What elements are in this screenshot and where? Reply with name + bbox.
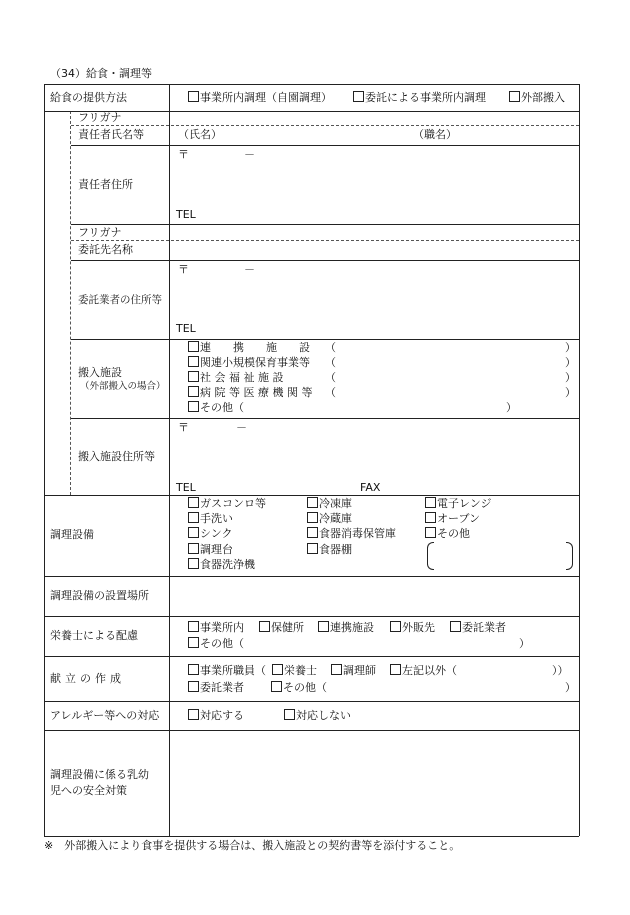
provision-option-inhouse[interactable]: 事業所内調理（自園調理） xyxy=(188,91,332,105)
responsible-title-field[interactable]: （職名） xyxy=(413,128,457,141)
checkbox[interactable] xyxy=(307,527,318,538)
contractor-address-label: 委託業者の住所等 xyxy=(78,294,162,306)
checkbox[interactable] xyxy=(353,91,364,102)
provision-label: 給食の提供方法 xyxy=(50,91,127,104)
checkbox[interactable] xyxy=(188,543,199,554)
safety-label-line1: 調理設備に係る乳幼 xyxy=(50,768,149,781)
checkbox[interactable] xyxy=(188,371,199,382)
equipment-sink[interactable]: シンク xyxy=(188,527,233,541)
checkbox[interactable] xyxy=(188,91,199,102)
checkbox[interactable] xyxy=(390,664,401,675)
responsible-name-label: 責任者氏名等 xyxy=(78,128,144,141)
equipment-gas-stove[interactable]: ガスコンロ等 xyxy=(188,497,266,511)
open-paren: （ xyxy=(325,356,336,369)
responsible-name-field[interactable]: （氏名） xyxy=(178,128,222,141)
close-paren: ）） xyxy=(552,664,569,677)
equipment-freezer[interactable]: 冷凍庫 xyxy=(307,497,352,511)
menu-option-staff[interactable]: 事業所職員（ xyxy=(188,664,266,678)
checkbox[interactable] xyxy=(272,664,283,675)
checkbox[interactable] xyxy=(188,664,199,675)
checkbox[interactable] xyxy=(259,621,270,632)
menu-option-contractor[interactable]: 委託業者 xyxy=(188,681,244,695)
delivery-sublabel: （外部搬入の場合） xyxy=(80,381,166,392)
checkbox[interactable] xyxy=(188,621,199,632)
open-paren: （ xyxy=(325,386,336,399)
fax-label: FAX xyxy=(360,481,381,494)
close-paren: ） xyxy=(519,637,530,650)
checkbox[interactable] xyxy=(509,91,520,102)
tel-label: TEL xyxy=(176,481,196,494)
checkbox[interactable] xyxy=(425,497,436,508)
checkbox[interactable] xyxy=(307,497,318,508)
checkbox[interactable] xyxy=(284,709,295,720)
nutritionist-label: 栄養士による配慮 xyxy=(50,629,138,642)
menu-label: 献立の作成 xyxy=(50,672,125,685)
provision-option-contract[interactable]: 委託による事業所内調理 xyxy=(353,91,486,105)
open-paren: （ xyxy=(325,371,336,384)
equipment-microwave[interactable]: 電子レンジ xyxy=(425,497,491,511)
equipment-cupboard[interactable]: 食器棚 xyxy=(307,543,352,557)
equipment-dishwasher[interactable]: 食器洗浄機 xyxy=(188,558,255,572)
tel-label: TEL xyxy=(176,208,196,221)
open-paren: （ xyxy=(325,341,336,354)
allergy-label: アレルギー等への対応 xyxy=(50,709,160,722)
equipment-sterilizer[interactable]: 食器消毒保管庫 xyxy=(307,527,396,541)
delivery-address-label: 搬入施設住所等 xyxy=(78,450,155,463)
responsible-furigana-label: フリガナ xyxy=(78,111,122,124)
checkbox[interactable] xyxy=(331,664,342,675)
allergy-option-no[interactable]: 対応しない xyxy=(284,709,351,723)
checkbox[interactable] xyxy=(425,527,436,538)
nutritionist-option-inhouse[interactable]: 事業所内 xyxy=(188,621,244,635)
close-bracket xyxy=(566,542,573,570)
delivery-label: 搬入施設 xyxy=(78,366,122,379)
checkbox[interactable] xyxy=(450,621,461,632)
postal-dash: － xyxy=(236,421,247,434)
nutritionist-option-partner[interactable]: 連携施設 xyxy=(318,621,374,635)
postal-mark: 〒 xyxy=(178,263,189,276)
close-paren: ） xyxy=(565,371,576,384)
postal-mark: 〒 xyxy=(178,148,189,161)
checkbox[interactable] xyxy=(188,341,199,352)
contractor-name-label: 委託先名称 xyxy=(78,243,133,256)
checkbox[interactable] xyxy=(188,709,199,720)
checkbox[interactable] xyxy=(307,512,318,523)
checkbox[interactable] xyxy=(318,621,329,632)
tel-label: TEL xyxy=(176,322,196,335)
equipment-label: 調理設備 xyxy=(50,528,94,541)
provision-option-external[interactable]: 外部搬入 xyxy=(509,91,565,105)
safety-label-line2: 児への安全対策 xyxy=(50,784,127,797)
nutritionist-option-other[interactable]: その他（ xyxy=(188,637,244,651)
checkbox[interactable] xyxy=(425,512,436,523)
section-title: （34）給食・調理等 xyxy=(50,67,152,80)
checkbox[interactable] xyxy=(188,681,199,692)
menu-option-other[interactable]: その他（ xyxy=(271,681,327,695)
contractor-furigana-label: フリガナ xyxy=(78,226,122,239)
equipment-counter[interactable]: 調理台 xyxy=(188,543,233,557)
equipment-oven[interactable]: オーブン xyxy=(425,512,480,526)
footnote: ※ 外部搬入により食事を提供する場合は、搬入施設との契約書等を添付すること。 xyxy=(44,839,461,852)
close-paren: ） xyxy=(565,356,576,369)
checkbox[interactable] xyxy=(271,681,282,692)
equipment-fridge[interactable]: 冷蔵庫 xyxy=(307,512,352,526)
checkbox[interactable] xyxy=(188,497,199,508)
checkbox[interactable] xyxy=(188,512,199,523)
menu-suboption-nutritionist[interactable]: 栄養士 xyxy=(272,664,317,678)
equipment-other[interactable]: その他 xyxy=(425,527,470,541)
equipment-handwash[interactable]: 手洗い xyxy=(188,512,233,526)
checkbox[interactable] xyxy=(188,637,199,648)
postal-mark: 〒 xyxy=(178,421,189,434)
nutritionist-option-health-center[interactable]: 保健所 xyxy=(259,621,304,635)
delivery-option-other[interactable]: その他（ xyxy=(188,401,244,415)
postal-dash: － xyxy=(244,263,255,276)
delivery-option-partner[interactable]: 連 携 施 設 xyxy=(188,341,310,355)
checkbox[interactable] xyxy=(307,543,318,554)
equipment-location-label: 調理設備の設置場所 xyxy=(50,589,149,602)
nutritionist-option-outside-seller[interactable]: 外販先 xyxy=(390,621,435,635)
checkbox[interactable] xyxy=(390,621,401,632)
close-paren: ） xyxy=(565,681,576,694)
close-paren: ） xyxy=(565,341,576,354)
checkbox[interactable] xyxy=(188,386,199,397)
delivery-option-medical[interactable]: 病 院 等 医 療 機 関 等 xyxy=(188,386,312,400)
checkbox[interactable] xyxy=(188,558,199,569)
delivery-option-small-childcare[interactable]: 関連小規模保育事業等 xyxy=(188,356,310,370)
open-bracket xyxy=(427,542,434,570)
checkbox[interactable] xyxy=(188,527,199,538)
menu-suboption-cook[interactable]: 調理師 xyxy=(331,664,376,678)
postal-dash: － xyxy=(244,148,255,161)
menu-suboption-other[interactable]: 左記以外（ xyxy=(390,664,457,678)
delivery-option-welfare[interactable]: 社 会 福 祉 施 設 xyxy=(188,371,283,385)
checkbox[interactable] xyxy=(188,401,199,412)
nutritionist-option-contractor[interactable]: 委託業者 xyxy=(450,621,506,635)
checkbox[interactable] xyxy=(188,356,199,367)
close-paren: ） xyxy=(565,386,576,399)
allergy-option-yes[interactable]: 対応する xyxy=(188,709,244,723)
close-paren: ） xyxy=(506,401,517,414)
responsible-address-label: 責任者住所 xyxy=(78,178,133,191)
